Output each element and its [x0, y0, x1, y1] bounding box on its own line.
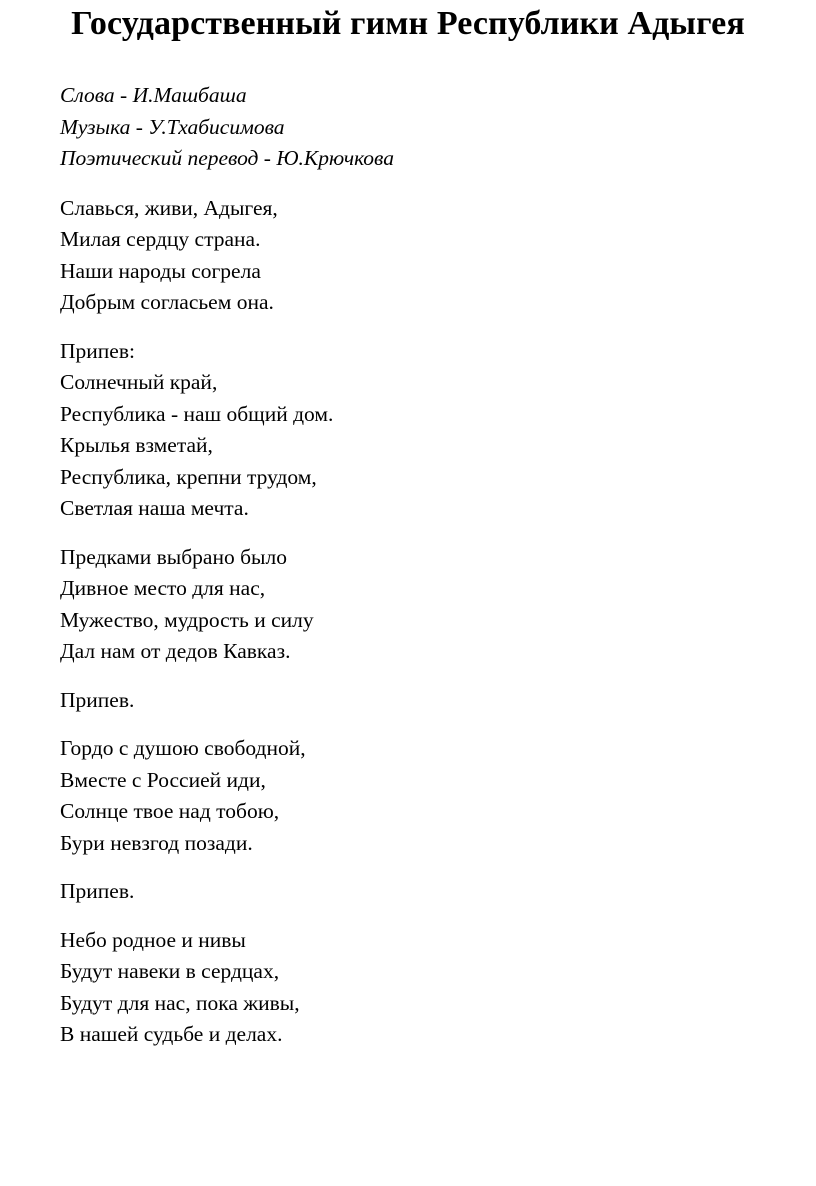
verse-line: Вместе с Россией иди, [60, 767, 266, 792]
credits-block [60, 80, 780, 175]
chorus-line: Светлая наша мечта. [60, 496, 249, 520]
chorus-label: Припев: [60, 338, 135, 363]
stanza-3 [60, 733, 780, 859]
verse-line: Мужество, мудрость и силу [60, 607, 314, 632]
chorus [60, 336, 780, 525]
document-title: Государственный гимн Республики Адыгея [71, 5, 745, 42]
verse-line: Гордо с душою свободной, [60, 736, 306, 760]
verse-line: Добрым согласьем она. [60, 290, 274, 314]
credit-lyrics: Слова - И.Машбаша [60, 83, 247, 107]
verse-line: Дал нам от дедов Кавказ. [60, 639, 291, 663]
verse-line: Милая сердцу страна. [60, 227, 261, 251]
stanza-1 [60, 193, 780, 319]
verse-line: Будут навеки в сердцах, [60, 959, 280, 983]
verse-line: В нашей судьбе и делах. [60, 1022, 283, 1046]
verse-line: Предками выбрано было [60, 544, 287, 569]
verse-line: Славься, живи, Адыгея, [60, 195, 278, 220]
credit-translation: Поэтический перевод - Ю.Крючкова [60, 146, 394, 170]
chorus-line: Республика - наш общий дом. [60, 401, 334, 426]
chorus-reference-label: Припев. [60, 687, 135, 712]
verse-line: Будут для нас, пока живы, [60, 990, 300, 1015]
chorus-reference-label: Припев. [60, 879, 135, 903]
stanza-4 [60, 925, 780, 1051]
chorus-line: Солнечный край, [60, 370, 218, 394]
chorus-line: Крылья взметай, [60, 433, 213, 457]
verse-line: Бури невзгод позади. [60, 830, 253, 855]
chorus-reference [60, 876, 780, 908]
chorus-reference [60, 685, 780, 717]
stanza-2 [60, 542, 780, 668]
verse-line: Солнце твое над тобою, [60, 799, 280, 823]
chorus-line: Республика, крепни трудом, [60, 464, 317, 489]
verse-line: Небо родное и нивы [60, 927, 246, 952]
verse-line: Дивное место для нас, [60, 576, 266, 600]
verse-line: Наши народы согрела [60, 258, 261, 283]
document-body [60, 80, 780, 1068]
credit-music: Музыка - У.Тхабисимова [60, 114, 285, 139]
